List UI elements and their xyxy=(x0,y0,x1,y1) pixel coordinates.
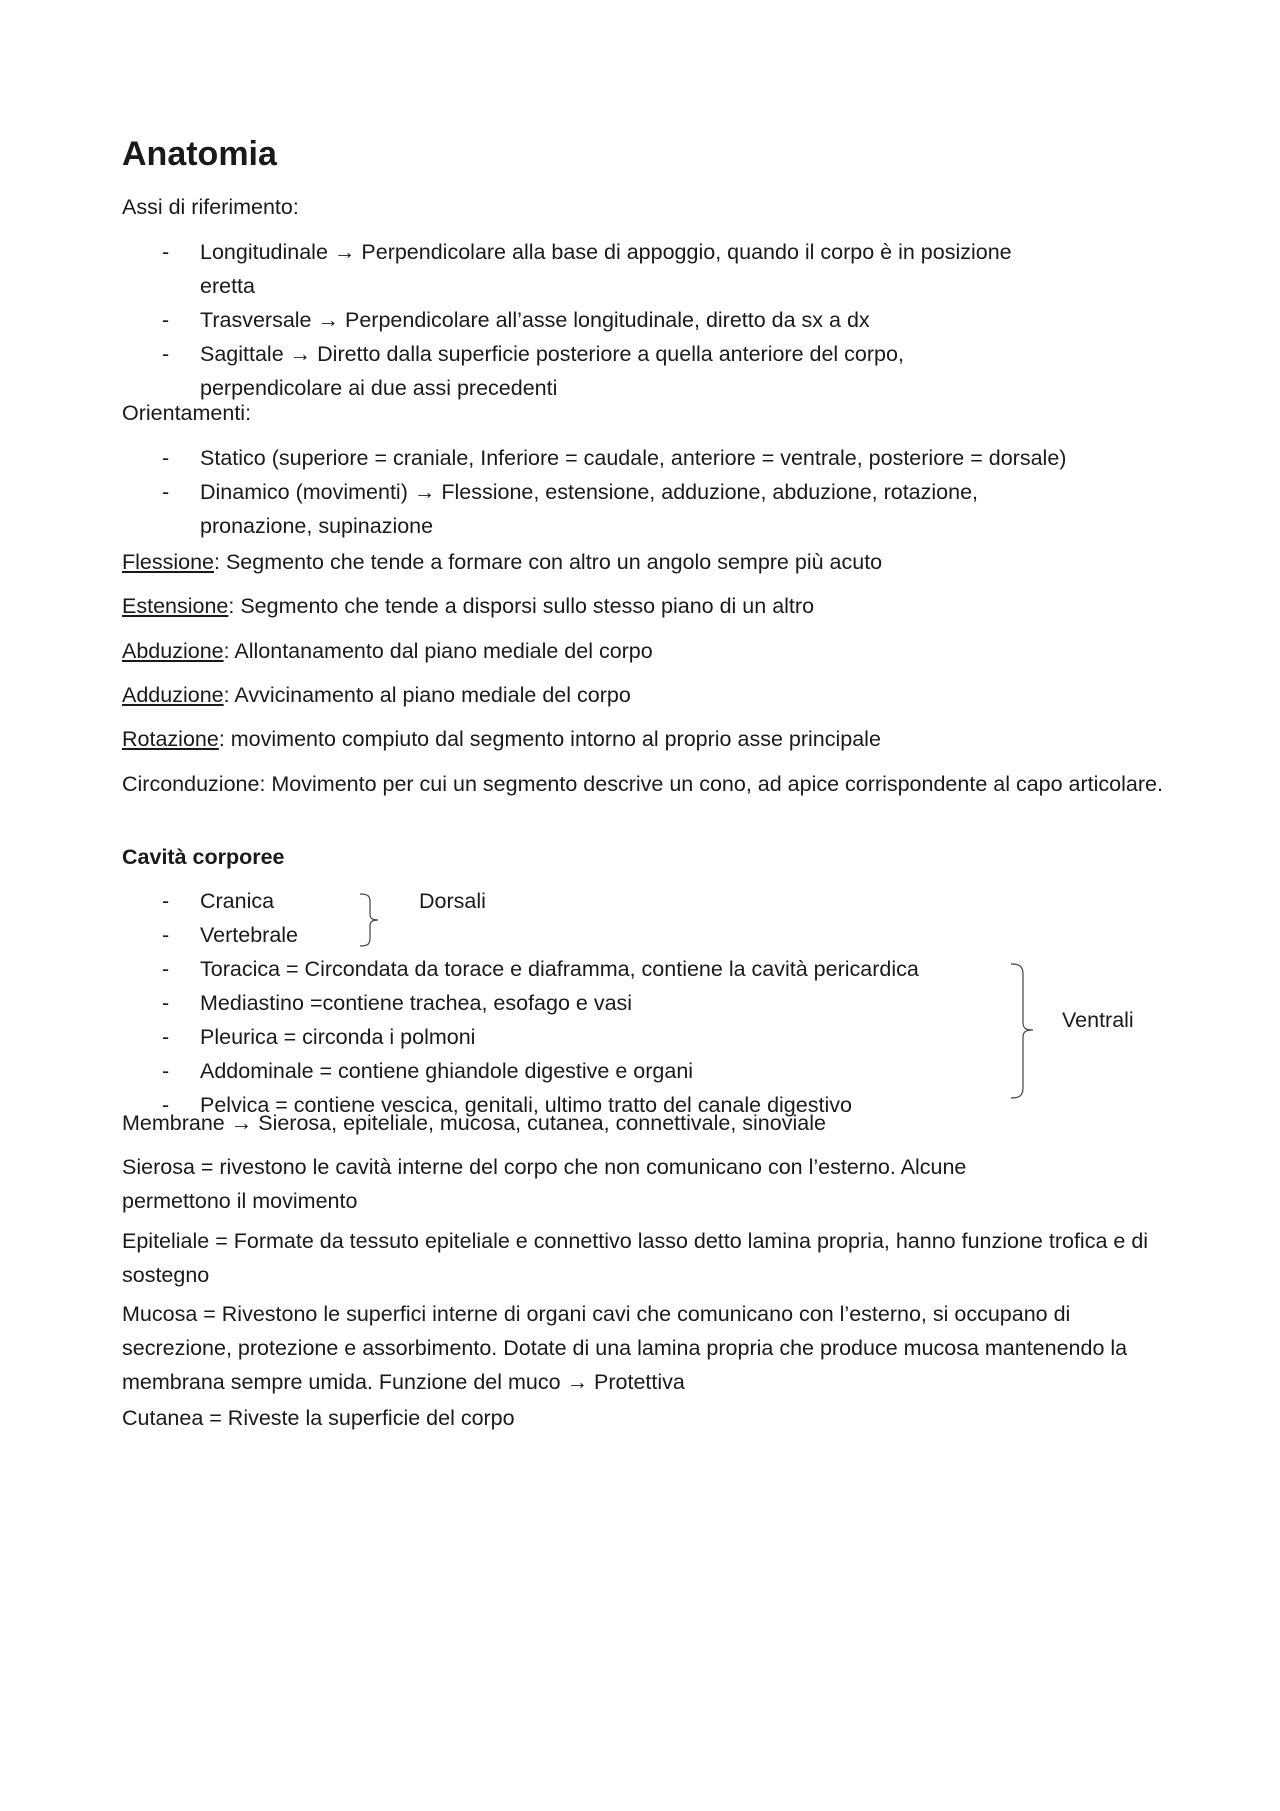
dorsal-brace-icon xyxy=(358,892,388,948)
arrow-icon: → xyxy=(333,240,356,264)
membrane-sierosa: Sierosa = rivestono le cavità interne del corpo che non comunicano con l’esterno. Alcune permettono il movimento xyxy=(122,1155,967,1213)
arrow-icon: → xyxy=(317,308,339,332)
membrane-epiteliale: Epiteliale = Formate da tessuto epiteliale e connettivo lasso detto lamina propria, hanno funzione trofica e di sostegno xyxy=(122,1229,1149,1287)
list-item: - Pleurica = circonda i polmoni xyxy=(162,1025,476,1049)
assi-list xyxy=(122,235,1012,405)
arrow-icon: → xyxy=(413,480,436,504)
ventral-label: Ventrali xyxy=(1062,1008,1134,1032)
membrane-cutanea: Cutanea = Riveste la superficie del corpo xyxy=(122,1406,515,1430)
list-item: - Statico (superiore = craniale, Inferiore = caudale, anteriore = ventrale, posteriore = dorsale) xyxy=(162,446,1067,470)
ventral-brace-icon xyxy=(1009,962,1039,1102)
orientamenti-heading: Orientamenti: xyxy=(122,401,252,425)
list-item: - Longitudinale → Perpendicolare alla base di appoggio, quando il corpo è in posizione eretta xyxy=(162,240,1012,298)
list-item: - Trasversale → Perpendicolare all’asse longitudinale, diretto da sx a dx xyxy=(162,308,870,332)
membrane-intro: Membrane → Sierosa, epiteliale, mucosa, cutanea, connettivale, sinoviale xyxy=(122,1111,826,1135)
circonduzione-paragraph: Circonduzione: Movimento per cui un segmento descrive un cono, ad apice corrispondente al capo articolare. xyxy=(122,772,1163,796)
dorsal-label: Dorsali xyxy=(419,889,486,913)
membrane-mucosa: Mucosa = Rivestono le superfici interne di organi cavi che comunicano con l’esterno, si occupano di secrezione, protezione e assorbimento. Dotate di una lamina propria che produce mucosa mantenendo la membrana sempre umida. Funzione del muco → Protettiva xyxy=(122,1302,1128,1394)
arrow-icon: → xyxy=(289,342,312,366)
list-item: - Pelvica = contiene vescica, genitali, ultimo tratto del canale digestivo xyxy=(162,1093,852,1117)
definition-estensione: Estensione: Segmento che tende a disporsi sullo stesso piano di un altro xyxy=(122,594,815,618)
arrow-icon: → xyxy=(230,1111,253,1135)
list-item: - Cranica xyxy=(162,889,275,913)
list-item: - Sagittale → Diretto dalla superficie posteriore a quella anteriore del corpo, perpendicolare ai due assi precedenti xyxy=(162,342,904,400)
cavita-heading: Cavità corporee xyxy=(122,845,285,869)
definition-adduzione: Adduzione: Avvicinamento al piano mediale del corpo xyxy=(122,683,631,707)
list-item: - Mediastino =contiene trachea, esofago e vasi xyxy=(162,991,633,1015)
list-item: - Toracica = Circondata da torace e diaframma, contiene la cavità pericardica xyxy=(162,957,919,981)
definition-rotazione: Rotazione: movimento compiuto dal segmento intorno al proprio asse principale xyxy=(122,727,881,751)
page-title: Anatomia xyxy=(122,135,277,173)
list-item: - Dinamico (movimenti) → Flessione, estensione, adduzione, abduzione, rotazione, pronazione, supinazione xyxy=(162,480,979,538)
definition-flessione: Flessione: Segmento che tende a formare con altro un angolo sempre più acuto xyxy=(122,550,883,574)
orientamenti-list xyxy=(122,441,1172,543)
list-item: - Addominale = contiene ghiandole digestive e organi xyxy=(162,1059,694,1083)
arrow-icon: → xyxy=(566,1370,589,1394)
list-item: - Vertebrale xyxy=(162,923,299,947)
assi-heading: Assi di riferimento: xyxy=(122,195,299,219)
definition-abduzione: Abduzione: Allontanamento dal piano mediale del corpo xyxy=(122,639,653,663)
